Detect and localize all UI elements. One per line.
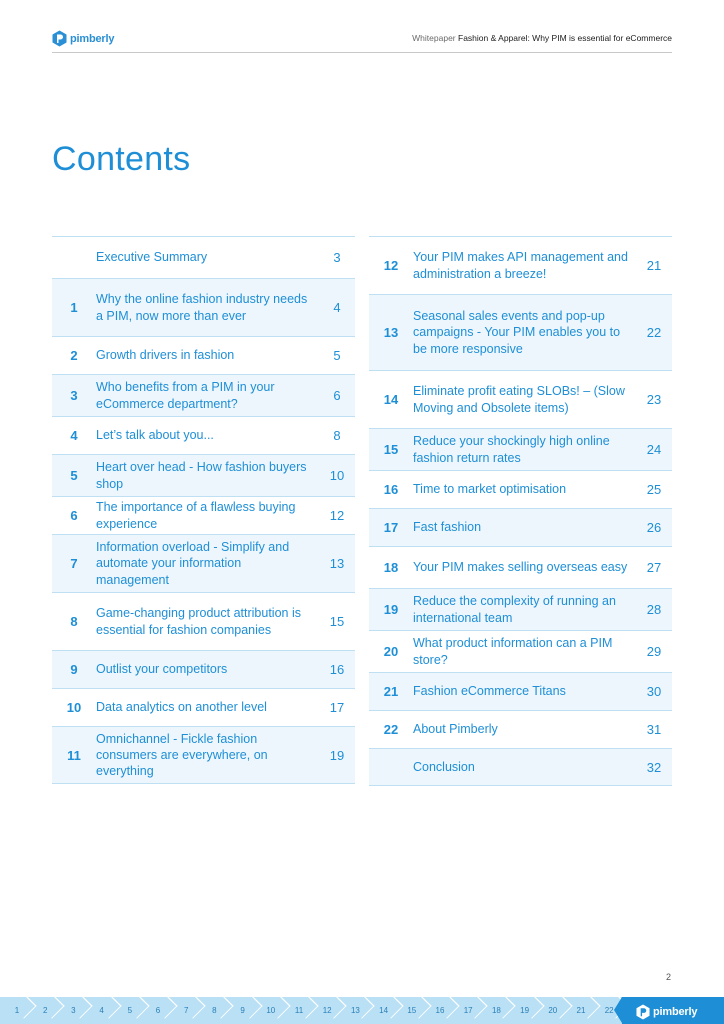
toc-entry-number: 20 xyxy=(383,644,399,659)
toc-entry-number: 14 xyxy=(383,392,399,407)
toc-entry-page: 32 xyxy=(646,759,662,775)
toc-entry-page: 23 xyxy=(646,392,662,407)
footer-nav-item[interactable]: 18 xyxy=(483,997,509,1024)
toc-entry-title: Data analytics on another level xyxy=(96,700,267,715)
footer-nav-item[interactable]: 20 xyxy=(540,997,566,1024)
toc-entry[interactable] xyxy=(52,592,355,650)
toc-entry-title: Reduce the complexity of running an international team xyxy=(413,594,616,625)
toc-entry-number: 17 xyxy=(383,520,399,535)
toc-entry-page: 8 xyxy=(333,428,341,443)
toc-entry[interactable] xyxy=(369,236,672,294)
footer-nav-item[interactable]: 10 xyxy=(258,997,284,1024)
toc-entry[interactable] xyxy=(52,688,355,726)
footer-nav-item[interactable]: 17 xyxy=(455,997,481,1024)
footer-nav-item[interactable]: 4 xyxy=(89,997,115,1024)
toc-entry-page: 25 xyxy=(646,482,662,497)
toc-entry-page: 28 xyxy=(646,602,662,617)
pimberly-logo-icon xyxy=(636,1004,650,1020)
toc-entry-number: 2 xyxy=(70,348,78,363)
toc-entry-title: Omnichannel - Fickle fashion consumers are everywhere, on everything xyxy=(96,731,268,779)
toc-entry-number: 7 xyxy=(70,556,78,571)
toc-entry[interactable] xyxy=(52,416,355,454)
footer-page-nav xyxy=(0,997,724,1024)
toc-entry-number: 15 xyxy=(383,442,399,457)
toc-entry[interactable] xyxy=(369,588,672,630)
toc-entry[interactable] xyxy=(52,236,355,278)
footer-nav-item[interactable]: 3 xyxy=(60,997,86,1024)
toc-entry-title: Eliminate profit eating SLOBs! – (Slow Moving and Obsolete items) xyxy=(413,384,625,415)
toc-entry[interactable] xyxy=(52,534,355,592)
toc-entry[interactable] xyxy=(52,374,355,416)
toc-entry-title: About Pimberly xyxy=(413,722,498,737)
toc-entry[interactable] xyxy=(52,496,355,534)
toc-entry-number: 12 xyxy=(383,258,399,273)
toc-entry-page: 5 xyxy=(333,348,341,363)
pimberly-logo-icon xyxy=(52,30,67,47)
toc-entry[interactable] xyxy=(369,370,672,428)
page-number: 2 xyxy=(666,972,672,982)
footer-logo xyxy=(636,1004,697,1020)
footer-logo-block[interactable] xyxy=(622,997,724,1024)
footer-nav-item[interactable]: 14 xyxy=(371,997,397,1024)
toc-entry[interactable] xyxy=(369,508,672,546)
toc-entry-title: Let’s talk about you... xyxy=(96,428,214,443)
toc-entry[interactable] xyxy=(369,672,672,710)
toc-entry-number: 13 xyxy=(383,325,399,340)
toc-entry-page: 26 xyxy=(646,520,662,535)
toc-entry-title: Time to market optimisation xyxy=(413,482,567,497)
toc-entry-number: 16 xyxy=(383,482,399,497)
toc-entry[interactable] xyxy=(369,294,672,370)
toc-entry[interactable] xyxy=(52,454,355,496)
toc-entry-title: Information overload - Simplify and automate your information management xyxy=(96,540,290,587)
toc-entry-number: 18 xyxy=(383,560,399,575)
page-title: Contents xyxy=(52,140,191,178)
toc-entry-title: Your PIM makes selling overseas easy xyxy=(413,560,628,575)
toc-entry-page: 29 xyxy=(646,644,662,659)
toc-entry-title: Why the online fashion industry needs a PIM, now more than ever xyxy=(96,292,308,323)
toc-entry-title: Fashion eCommerce Titans xyxy=(413,684,566,699)
toc-entry-title: What product information can a PIM store? xyxy=(413,636,613,667)
footer-nav-item[interactable]: 2 xyxy=(32,997,58,1024)
toc-entry-number: 22 xyxy=(383,722,399,737)
footer-nav-item[interactable]: 21 xyxy=(568,997,594,1024)
toc-entry-page: 19 xyxy=(329,747,345,763)
toc-entry-page: 22 xyxy=(646,325,662,340)
toc-entry[interactable] xyxy=(369,630,672,672)
toc-entry-title: Seasonal sales events and pop-up campaigns - Your PIM enables you to be more responsive xyxy=(413,309,621,356)
toc-entry-number: 11 xyxy=(67,747,81,763)
toc-entry-page: 27 xyxy=(646,560,662,575)
toc-entry-title: Reduce your shockingly high online fashion return rates xyxy=(413,434,610,465)
toc-entry-title: Conclusion xyxy=(413,759,475,774)
logo-text: pimberly xyxy=(70,32,115,45)
toc-entry-page: 21 xyxy=(646,258,662,273)
toc-entry-page: 13 xyxy=(329,556,345,571)
toc-entry-title: Heart over head - How fashion buyers shop xyxy=(96,460,307,491)
footer-nav-item[interactable]: 16 xyxy=(427,997,453,1024)
footer-nav-item[interactable]: 22 xyxy=(596,997,622,1024)
toc-entry-title: Outlist your competitors xyxy=(96,662,228,677)
footer-nav-item[interactable]: 7 xyxy=(173,997,199,1024)
toc-entry-number: 10 xyxy=(66,700,82,715)
toc-entry-page: 4 xyxy=(333,300,341,315)
toc-entry-number: 21 xyxy=(383,684,399,699)
footer-nav-item[interactable]: 11 xyxy=(286,997,312,1024)
toc-entry-number: 19 xyxy=(383,602,399,617)
page-header xyxy=(52,26,672,53)
footer-nav-item[interactable]: 1 xyxy=(4,997,30,1024)
toc-entry-page: 12 xyxy=(329,508,345,523)
toc-entry-title: Game-changing product attribution is essential for fashion companies xyxy=(96,606,301,637)
footer-nav-item[interactable]: 6 xyxy=(145,997,171,1024)
toc-entry[interactable] xyxy=(52,650,355,688)
toc-entry-page: 6 xyxy=(333,388,341,403)
toc-entry-number: 1 xyxy=(70,300,78,315)
title-prefix: Whitepaper xyxy=(412,33,458,43)
toc-entry-number: 5 xyxy=(70,468,78,483)
toc-entry[interactable] xyxy=(369,710,672,748)
toc-entry-title: Growth drivers in fashion xyxy=(96,348,235,363)
toc-left-column xyxy=(52,236,355,784)
toc-entry-number: 3 xyxy=(70,388,78,403)
footer-nav-item[interactable]: 13 xyxy=(342,997,368,1024)
toc-entry-page: 15 xyxy=(329,614,345,629)
toc-entry-page: 16 xyxy=(329,662,345,677)
toc-entry[interactable] xyxy=(369,470,672,508)
toc-entry-title: The importance of a flawless buying experience xyxy=(96,500,296,531)
toc-entry[interactable] xyxy=(52,336,355,374)
toc-entry[interactable] xyxy=(369,428,672,470)
pimberly-logo xyxy=(52,30,114,47)
toc-entry-page: 24 xyxy=(646,442,662,457)
toc-entry[interactable] xyxy=(369,546,672,588)
toc-entry[interactable] xyxy=(52,278,355,336)
toc-entry-page: 3 xyxy=(333,250,341,265)
footer-nav-item[interactable]: 5 xyxy=(117,997,143,1024)
toc-entry-page: 31 xyxy=(646,722,662,737)
toc-entry-page: 30 xyxy=(646,684,662,699)
footer-nav-item[interactable]: 8 xyxy=(201,997,227,1024)
toc-right-column xyxy=(369,236,672,786)
toc-entry-number: 8 xyxy=(70,614,78,629)
toc-entry-number: 9 xyxy=(70,662,78,677)
footer-nav-item[interactable]: 9 xyxy=(230,997,256,1024)
toc-entry[interactable] xyxy=(369,748,672,786)
footer-nav-item[interactable]: 12 xyxy=(314,997,340,1024)
toc-entry[interactable] xyxy=(52,726,355,784)
toc-entry-page: 10 xyxy=(329,468,345,483)
toc-entry-title: Who benefits from a PIM in your eCommerce department? xyxy=(96,380,275,411)
footer-nav-item[interactable]: 15 xyxy=(399,997,425,1024)
toc-entry-title: Your PIM makes API management and administration a breeze! xyxy=(413,250,628,281)
document-title xyxy=(412,33,672,43)
footer-logo-text: pimberly xyxy=(653,1006,698,1018)
toc-entry-number: 4 xyxy=(70,428,78,443)
toc-entry-number: 6 xyxy=(70,508,78,523)
toc-entry-title: Fast fashion xyxy=(413,520,482,535)
toc-entry-title: Executive Summary xyxy=(96,250,208,265)
footer-nav-item[interactable]: 19 xyxy=(512,997,538,1024)
toc-entry-page: 17 xyxy=(329,700,345,715)
title-main: Fashion & Apparel: Why PIM is essential for eCommerce xyxy=(458,33,672,43)
